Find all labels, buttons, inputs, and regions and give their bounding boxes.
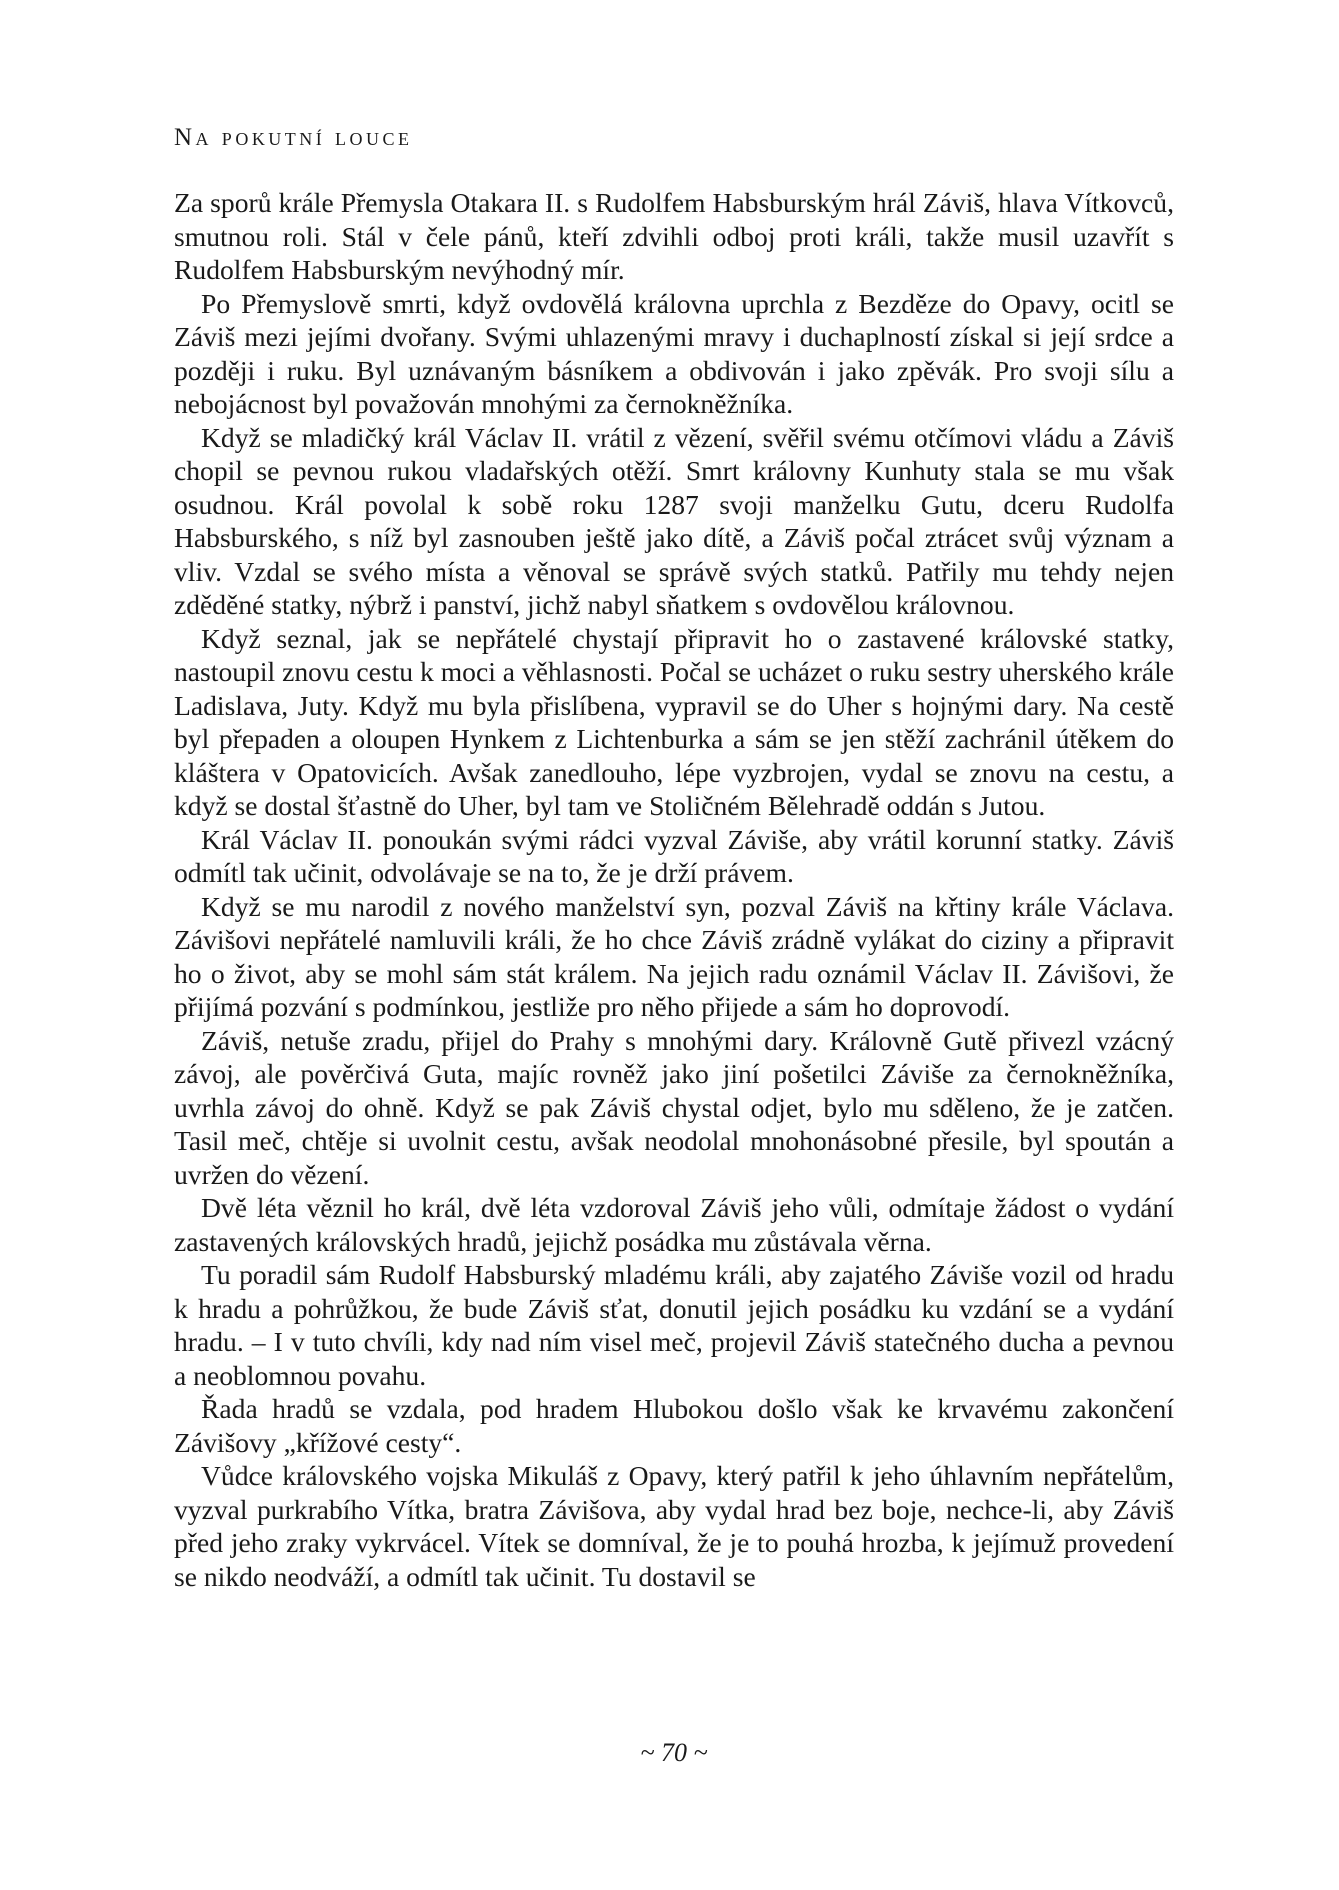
paragraph: Když se mu narodil z nového manželství syn, pozval Záviš na křtiny krále Václava. Závišovi nepřátelé namluvili králi, že ho chce Záviš zrádně vylákat do ciziny a připravit ho o život, aby se mohl sám stát králem. Na jejich radu oznámil Václav II. Závišovi, že přijímá pozvání s podmínkou, jestliže pro něho přijede a sám ho doprovodí. xyxy=(174,890,1174,1022)
paragraph: Za sporů krále Přemysla Otakara II. s Rudolfem Habsburským hrál Záviš, hlava Vítkovců, smutnou roli. Stál v čele pánů, kteří zdvihli odboj proti králi, takže musil uzavřít s Rudolfem Habsburským nevýhodný mír. xyxy=(174,187,1174,285)
paragraph: Vůdce královského vojska Mikuláš z Opavy, který patřil k jeho úhlavním nepřátelům, vyzval purkrabího Vítka, bratra Závišova, aby vydal hrad bez boje, nechce-li, aby Záviš před jeho zraky vykrvácel. Vítek se domníval, že je to pouhá hrozba, k jejímuž provedení se nikdo neodváží, a odmítl tak učinit. Tu dostavil se xyxy=(174,1460,1174,1592)
section-heading: Na pokutní louce xyxy=(174,124,413,151)
paragraph: Řada hradů se vzdala, pod hradem Hlubokou došlo však ke krvavému zakončení Závišovy „křížové cesty“. xyxy=(174,1393,1174,1458)
paragraph: Záviš, netuše zradu, přijel do Prahy s mnohými dary. Královně Gutě přivezl vzácný závoj, ale pověrčivá Guta, majíc rovněž jako jiní pošetilci Záviše za černokněžníka, uvrhla závoj do ohně. Když se pak Záviš chystal odjet, bylo mu sděleno, že je zatčen. Tasil meč, chtěje si uvolnit cestu, avšak neodolal mnohonásobné přesile, byl spoután a uvržen do vězení. xyxy=(174,1024,1174,1190)
book-page xyxy=(174,0,1174,1890)
paragraph: Když seznal, jak se nepřátelé chystají připravit ho o zastavené královské statky, nastoupil znovu cestu k moci a věhlasnosti. Počal se ucházet o ruku sestry uherského krále Ladislava, Juty. Když mu byla přislíbena, vypravil se do Uher s hojnými dary. Na cestě byl přepaden a oloupen Hynkem z Lichtenburka a sám se jen stěží zachránil útěkem do kláštera v Opatovicích. Avšak zanedlouho, lépe vyzbrojen, vydal se znovu na cestu, a když se dostal šťastně do Uher, byl tam ve Stoličném Bělehradě oddán s Jutou. xyxy=(174,622,1175,821)
paragraph: Král Václav II. ponoukán svými rádci vyzval Záviše, aby vrátil korunní statky. Záviš odmítl tak učinit, odvolávaje se na to, že je drží právem. xyxy=(174,823,1174,888)
body-text xyxy=(174,186,1174,1593)
paragraph: Dvě léta věznil ho král, dvě léta vzdoroval Záviš jeho vůli, odmítaje žádost o vydání zastavených královských hradů, jejichž posádka mu zůstávala věrna. xyxy=(174,1192,1174,1257)
paragraph: Když se mladičký král Václav II. vrátil z vězení, svěřil svému otčímovi vládu a Záviš chopil se pevnou rukou vladařských otěží. Smrt královny Kunhuty stala se mu však osudnou. Král povolal k sobě roku 1287 svoji manželku Gutu, dceru Rudolfa Habsburského, s níž byl zasnouben ještě jako dítě, a Záviš počal ztrácet svůj význam a vliv. Vzdal se svého místa a věnoval se správě svých statků. Patřily mu tehdy nejen zděděné statky, nýbrž i panství, jichž nabyl sňatkem s ovdovělou královnou. xyxy=(174,421,1174,620)
paragraph: Po Přemyslově smrti, když ovdovělá královna uprchla z Bezděze do Opavy, ocitl se Záviš mezi jejími dvořany. Svými uhlazenými mravy i duchaplností získal si její srdce a později i ruku. Byl uznávaným básníkem a obdivován i jako zpěvák. Pro svoji sílu a nebojácnost byl považován mnohými za černokněžníka. xyxy=(174,287,1174,419)
page-number: ~ 70 ~ xyxy=(640,1738,708,1767)
paragraph: Tu poradil sám Rudolf Habsburský mladému králi, aby zajatého Záviše vozil od hradu k hradu a pohrůžkou, že bude Záviš sťat, donutil jejich posádku ku vzdání se a vydání hradu. – I v tuto chvíli, kdy nad ním visel meč, projevil Záviš statečného ducha a pevnou a neoblomnou povahu. xyxy=(174,1259,1174,1391)
